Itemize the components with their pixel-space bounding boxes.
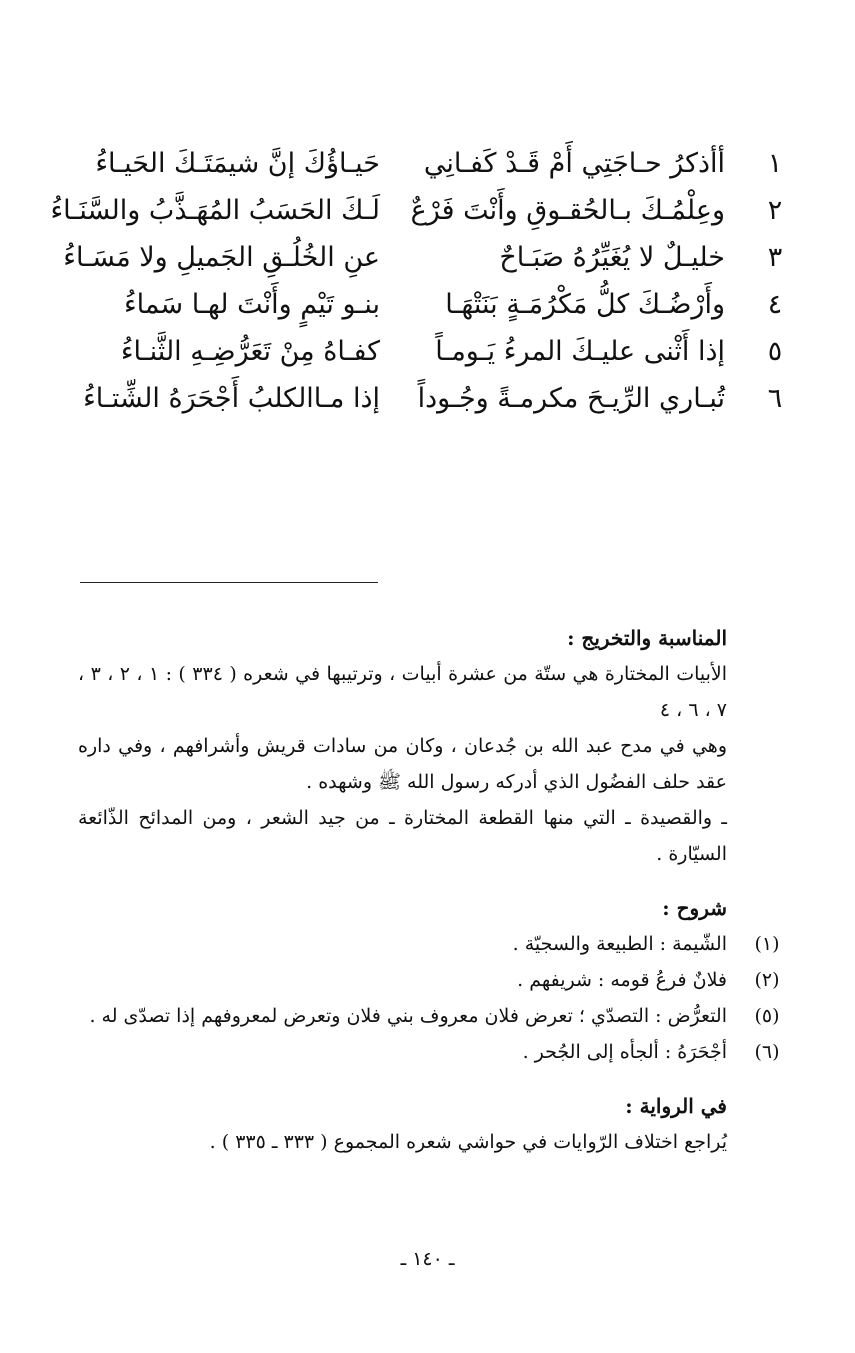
verse-second-hemistich: كفـاهُ مِنْ تَعَرُّضِـهِ الثَّنـاءُ [120,336,380,367]
footnote-divider [80,582,378,583]
riwaya-text: يُراجع اختلاف الرّوايات في حواشي شعره المجموع ( ٣٣٣ ـ ٣٣٥ ) . [209,1131,727,1153]
verse-second-hemistich: إذا مـاالكلبُ أَجْحَرَهُ الشِّتـاءُ [83,383,380,414]
verse-4 [60,281,795,328]
verse-first-hemistich: خليـلٌ لا يُغَيِّرُهُ صَبَـاحٌ [499,242,725,273]
poem [50,140,795,422]
verse-first-hemistich: أأذكرُ حـاجَتِي أَمْ قَـدْ كَفـانِي [423,148,725,179]
verse-number: ٢ [767,195,783,226]
sharh-text: التعرُّض : التصدّي ؛ تعرض فلان معروف بني فلان وتعرض لمعروفهم إذا تصدّى له . [89,1005,727,1027]
sharh-text: أجْحَرَهُ : ألجأه إلى الجُحر . [522,1041,727,1063]
verse-1 [60,140,795,187]
verse-3 [60,234,795,281]
verse-number: ٦ [767,383,783,414]
sharh-item [78,962,780,998]
verse-6 [60,375,795,422]
sharh-text: الشّيمة : الطبيعة والسجيّة . [512,933,727,955]
munasaba-paragraph-1: الأبيات المختارة هي ستّة من عشرة أبيات ، وترتيبها في شعره ( ٣٣٤ ) : ١ ، ٢ ، ٣ ، ٧ ، ٦ ، ٤ [78,663,728,721]
verse-second-hemistich: حَيـاؤُكَ إنَّ شيمَتَـكَ الحَيـاءُ [95,148,380,179]
verse-number: ٣ [767,242,783,273]
sharh-item [78,998,780,1034]
sharh-marker: (١) [754,933,780,955]
verse-first-hemistich: وأَرْضُـكَ كلُّ مَكْرُمَـةٍ بَنَتْهَـا [445,289,725,320]
verse-2 [50,187,795,234]
verse-number: ٥ [767,336,783,367]
page-number: ـ ١٤٠ ـ [400,1248,455,1270]
sharh-item [78,926,780,962]
munasaba-paragraph-2: وهي في مدح عبد الله بن جُدعان ، وكان من سادات قريش وأشرافهم ، وفي داره عقد حلف الفضُول الذي أدركه رسول الله ﷺ وشهده . [78,735,727,793]
notes-section [78,612,780,1160]
munasaba-heading: المناسبة والتخريج : [567,626,727,650]
shuruh-heading: شروح : [662,896,727,920]
sharh-marker: (٦) [754,1041,780,1063]
munasaba-paragraph-3: ـ والقصيدة ـ التي منها القطعة المختارة ـ من جيد الشعر ، ومن المدائح الذّائعة السيّارة . [78,807,727,865]
verse-5 [60,328,795,375]
verse-second-hemistich: عنِ الخُلُـقِ الجَميلِ ولا مَسَـاءُ [63,242,380,273]
sharh-marker: (٥) [754,1005,780,1027]
verse-first-hemistich: إذا أَثْنى عليـكَ المرءُ يَـومـاً [435,336,725,367]
verse-first-hemistich: تُبـاري الرِّيـحَ مكرمـةً وجُـوداً [417,383,725,414]
sharh-marker: (٢) [754,969,780,991]
verse-number: ١ [767,148,783,179]
verse-number: ٤ [767,289,783,320]
verse-second-hemistich: بنـو تَيْمٍ وأَنْتَ لهـا سَماءُ [123,289,380,320]
verse-second-hemistich: لَـكَ الحَسَبُ المُهَـذَّبُ والسَّنَـاءُ [50,195,380,226]
verse-first-hemistich: وعِلْمُـكَ بـالحُقـوقِ وأَنْتَ فَرْعٌ [410,195,725,226]
sharh-item [78,1034,780,1070]
sharh-text: فلانٌ فرعُ قومه : شريفهم . [517,969,727,991]
riwaya-heading: في الرواية : [625,1094,727,1118]
